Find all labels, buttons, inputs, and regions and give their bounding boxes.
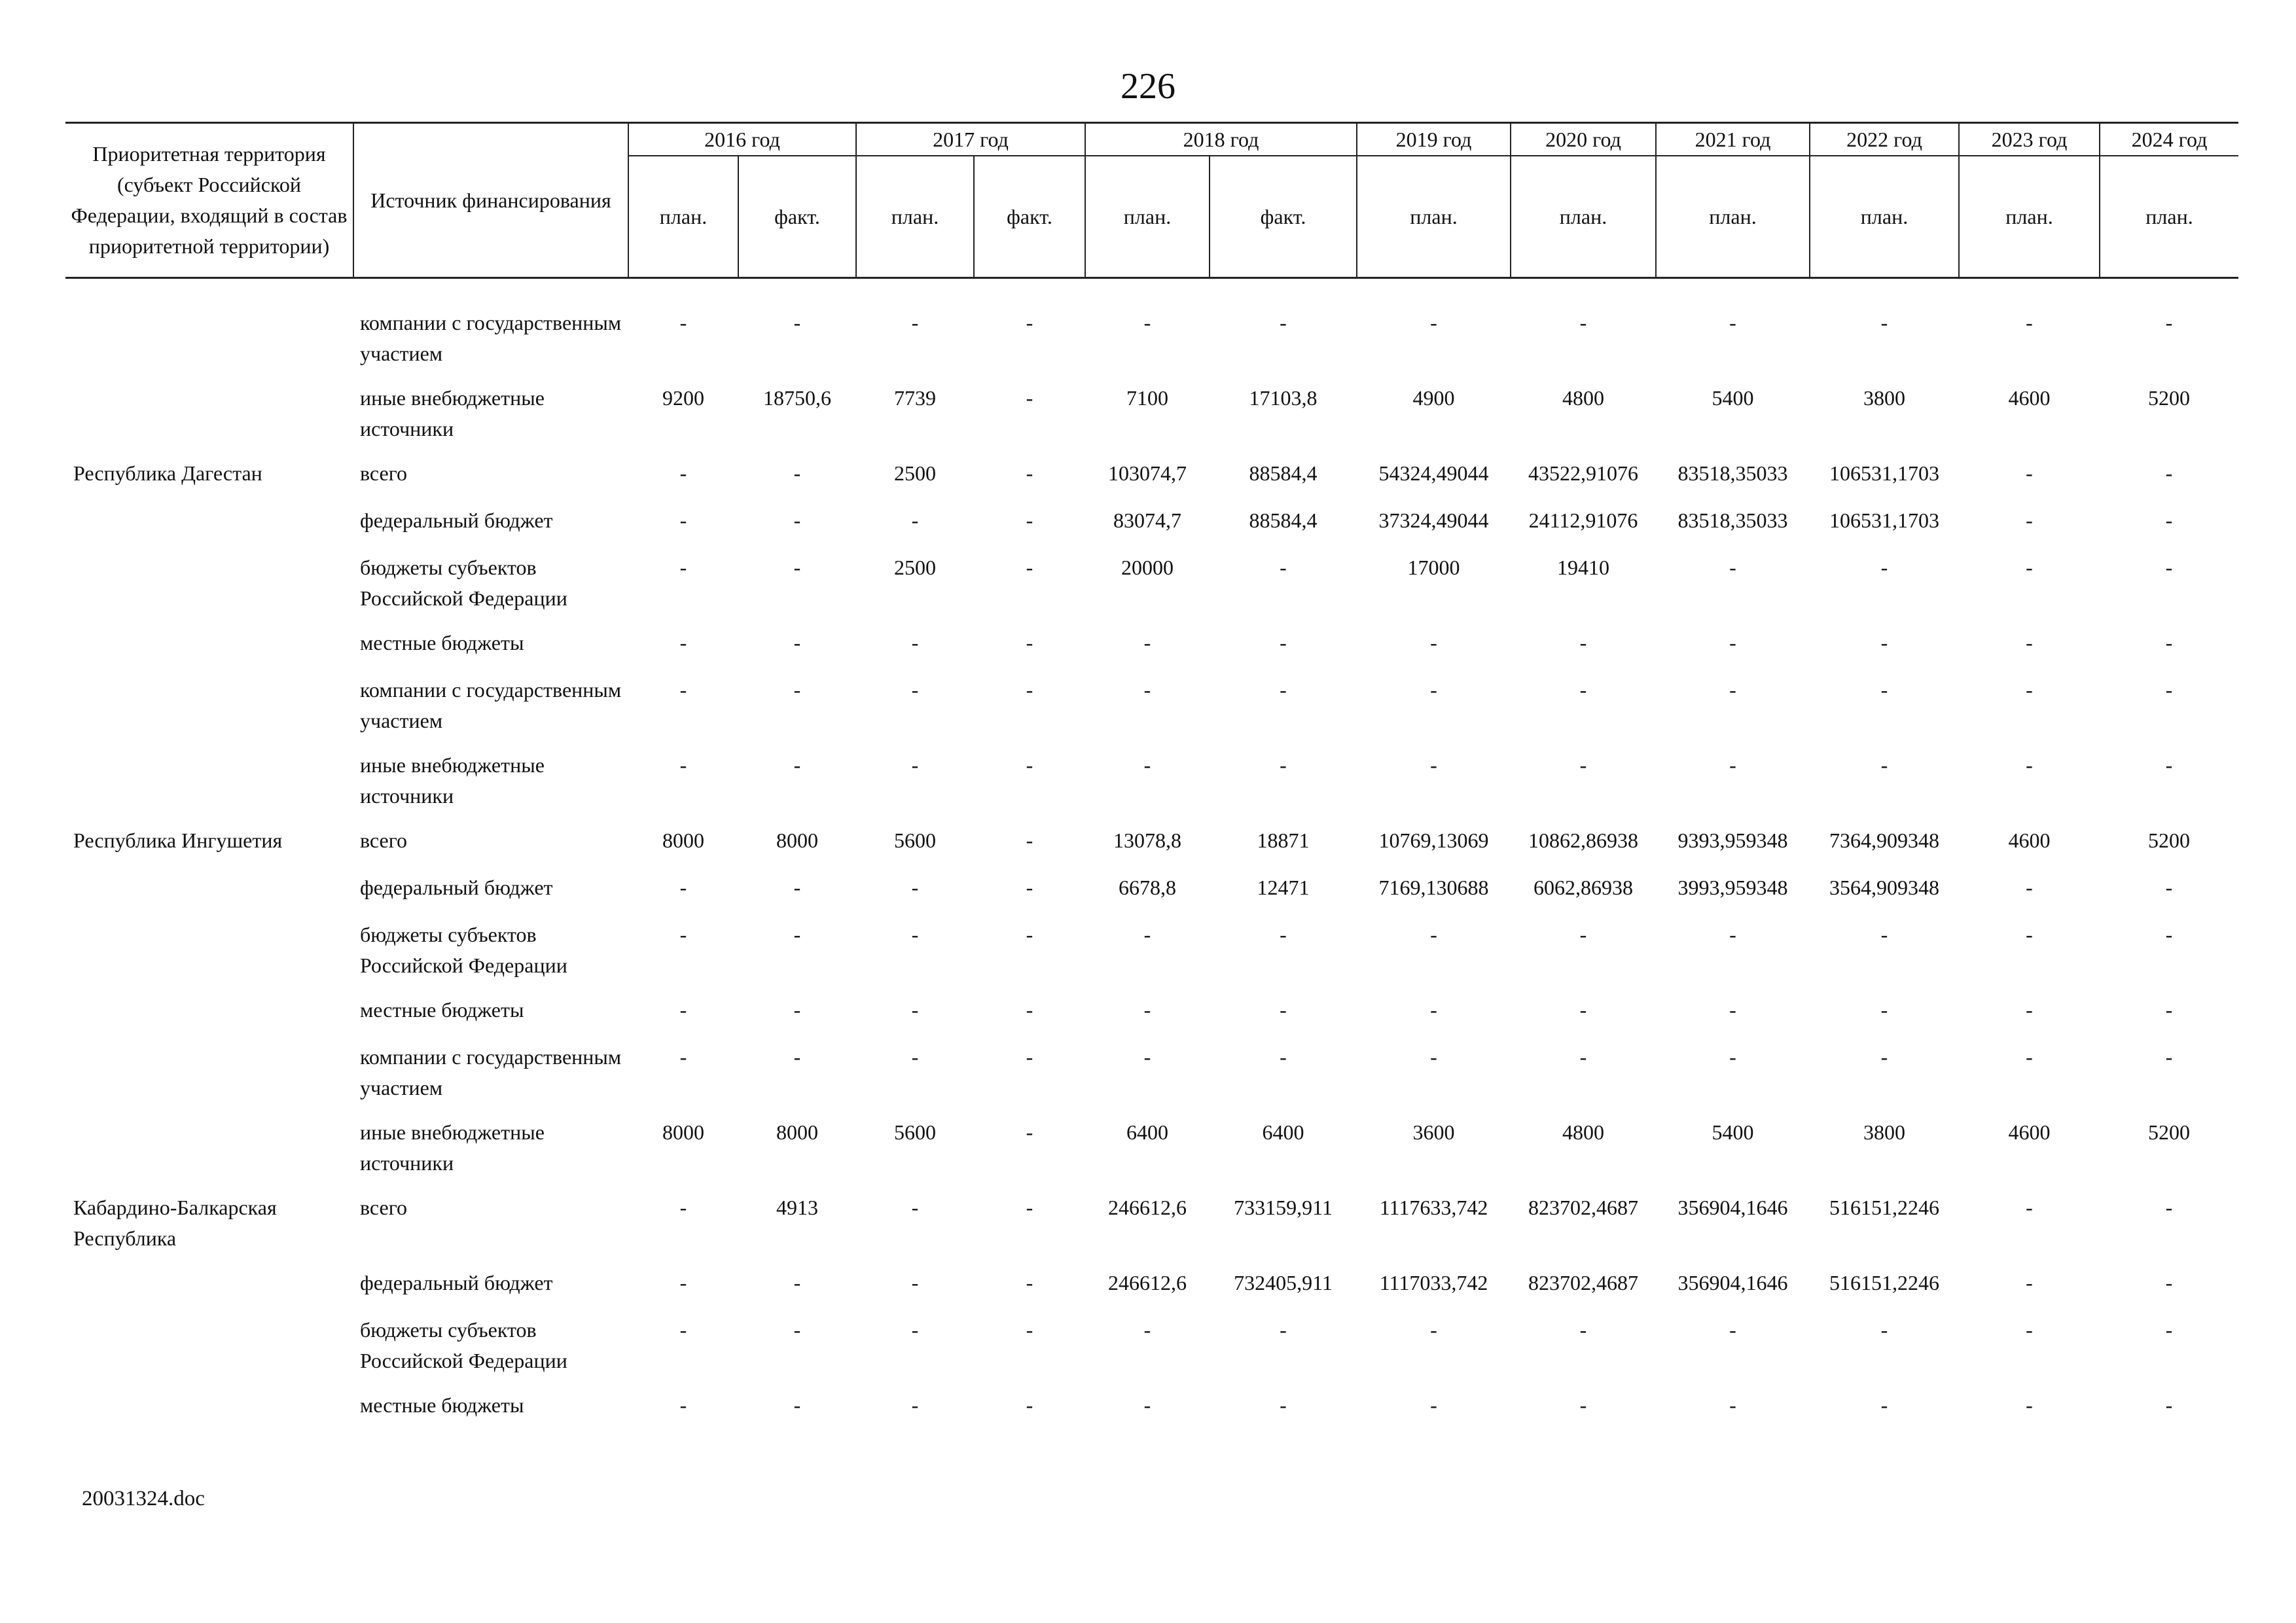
value-cell: 88584,4 — [1249, 508, 1318, 532]
value-cell: 20000 — [1121, 556, 1174, 579]
value-cell: - — [1280, 753, 1287, 777]
value-cell: 3993,959348 — [1677, 876, 1788, 899]
source-cell: бюджеты субъектов Российской Федерации — [360, 1318, 567, 1372]
value-cell: - — [2165, 508, 2173, 532]
value-cell: - — [1026, 1120, 1033, 1144]
value-cell: - — [911, 1318, 919, 1342]
value-cell: - — [1729, 998, 1736, 1022]
value-cell: 10769,13069 — [1378, 829, 1489, 852]
source-cell: бюджеты субъектов Российской Федерации — [360, 556, 567, 610]
value-cell: - — [2026, 1196, 2033, 1219]
value-cell: - — [1280, 556, 1287, 579]
year-header: 2023 год — [1959, 123, 2100, 156]
value-cell: - — [2165, 923, 2173, 946]
source-cell: иные внебюджетные источники — [360, 386, 545, 440]
region-cell — [65, 872, 353, 919]
value-cell: - — [1430, 631, 1437, 654]
table-row — [65, 505, 2238, 552]
value-cell: - — [1579, 311, 1587, 334]
subcolumn-header: план. — [1959, 156, 2100, 278]
value-cell: 732405,911 — [1234, 1271, 1333, 1294]
value-cell: - — [1026, 1393, 1033, 1417]
value-cell: 6400 — [1126, 1120, 1168, 1144]
table-row — [65, 1390, 2238, 1437]
value-cell: - — [1280, 631, 1287, 654]
value-cell: 516151,2246 — [1829, 1271, 1939, 1294]
value-cell: - — [911, 753, 919, 777]
value-cell: 17000 — [1407, 556, 1460, 579]
value-cell: 43522,91076 — [1528, 461, 1638, 485]
value-cell: 3800 — [1863, 386, 1905, 410]
value-cell: - — [1729, 753, 1736, 777]
value-cell: - — [1430, 923, 1437, 946]
source-cell: местные бюджеты — [360, 1393, 524, 1417]
value-cell: - — [2165, 1318, 2173, 1342]
value-cell: 2500 — [894, 461, 936, 485]
value-cell: - — [2165, 1045, 2173, 1069]
value-cell: - — [1280, 311, 1287, 334]
value-cell: 10862,86938 — [1528, 829, 1638, 852]
value-cell: - — [2026, 876, 2033, 899]
value-cell: - — [1880, 556, 1888, 579]
value-cell: - — [1430, 1393, 1437, 1417]
value-cell: 5200 — [2148, 829, 2190, 852]
value-cell: - — [1026, 311, 1033, 334]
value-cell: - — [2165, 678, 2173, 702]
value-cell: 3800 — [1863, 1120, 1905, 1144]
value-cell: 13078,8 — [1113, 829, 1181, 852]
value-cell: - — [2165, 1393, 2173, 1417]
value-cell: - — [793, 508, 801, 532]
value-cell: - — [2165, 1196, 2173, 1219]
value-cell: 246612,6 — [1108, 1271, 1187, 1294]
value-cell: - — [1143, 923, 1151, 946]
value-cell: - — [793, 631, 801, 654]
subcolumn-header: план. — [1085, 156, 1210, 278]
subcolumn-header: факт. — [1210, 156, 1357, 278]
value-cell: - — [1880, 1045, 1888, 1069]
table-header — [65, 123, 2238, 278]
region-cell: Кабардино-Балкарская Республика — [73, 1196, 277, 1250]
value-cell: - — [1880, 998, 1888, 1022]
value-cell: - — [911, 1393, 919, 1417]
value-cell: 1117633,742 — [1379, 1196, 1488, 1219]
value-cell: - — [679, 556, 687, 579]
document-filename: 20031324.doc — [82, 1487, 205, 1510]
year-header: 2022 год — [1810, 123, 1959, 156]
value-cell: - — [1026, 631, 1033, 654]
value-cell: 83518,35033 — [1677, 461, 1788, 485]
value-cell: 5200 — [2148, 1120, 2190, 1144]
value-cell: - — [1026, 829, 1033, 852]
value-cell: - — [2026, 556, 2033, 579]
value-cell: - — [1880, 311, 1888, 334]
value-cell: - — [1026, 508, 1033, 532]
value-cell: - — [2026, 1393, 2033, 1417]
region-cell — [65, 1315, 353, 1390]
source-cell: местные бюджеты — [360, 998, 524, 1022]
value-cell: - — [1026, 678, 1033, 702]
value-cell: - — [2026, 311, 2033, 334]
value-cell: 9393,959348 — [1677, 829, 1788, 852]
value-cell: 8000 — [662, 1120, 704, 1144]
source-cell: бюджеты субъектов Российской Федерации — [360, 923, 567, 977]
value-cell: 18750,6 — [763, 386, 831, 410]
subcolumn-header: план. — [856, 156, 974, 278]
value-cell: - — [2026, 1271, 2033, 1294]
value-cell: 823702,4687 — [1528, 1271, 1638, 1294]
value-cell: - — [1143, 998, 1151, 1022]
year-header: 2021 год — [1656, 123, 1810, 156]
region-cell — [65, 919, 353, 995]
value-cell: - — [911, 1271, 919, 1294]
value-cell: - — [1579, 923, 1587, 946]
value-cell: 4600 — [2008, 1120, 2051, 1144]
value-cell: 37324,49044 — [1378, 508, 1489, 532]
value-cell: - — [679, 461, 687, 485]
value-cell: 246612,6 — [1108, 1196, 1187, 1219]
value-cell: 733159,911 — [1234, 1196, 1333, 1219]
value-cell: - — [1880, 1318, 1888, 1342]
value-cell: - — [2026, 753, 2033, 777]
value-cell: - — [911, 1045, 919, 1069]
value-cell: - — [793, 753, 801, 777]
value-cell: 88584,4 — [1249, 461, 1318, 485]
value-cell: - — [2026, 508, 2033, 532]
value-cell: - — [1026, 386, 1033, 410]
value-cell: 12471 — [1257, 876, 1310, 899]
source-cell: всего — [360, 829, 408, 852]
region-cell — [65, 1117, 353, 1192]
value-cell: - — [1729, 311, 1736, 334]
region-cell — [65, 750, 353, 825]
table-row — [65, 458, 2238, 505]
value-cell: - — [1430, 998, 1437, 1022]
value-cell: 5400 — [1712, 1120, 1754, 1144]
year-header: 2016 год — [628, 123, 856, 156]
subcolumn-header: план. — [1656, 156, 1810, 278]
value-cell: 5600 — [894, 829, 936, 852]
value-cell: - — [2165, 876, 2173, 899]
value-cell: - — [1026, 461, 1033, 485]
value-cell: - — [911, 678, 919, 702]
source-cell: компании с государственным участием — [360, 311, 622, 365]
region-column-header: Приоритетная территория (субъект Российской Федерации, входящий в состав приоритетной территории) — [65, 123, 353, 278]
value-cell: - — [679, 753, 687, 777]
value-cell: - — [1729, 556, 1736, 579]
year-header: 2018 год — [1085, 123, 1357, 156]
value-cell: - — [1880, 753, 1888, 777]
value-cell: - — [679, 508, 687, 532]
value-cell: - — [1729, 1393, 1736, 1417]
value-cell: - — [2026, 678, 2033, 702]
value-cell: - — [2026, 1318, 2033, 1342]
value-cell: - — [1579, 678, 1587, 702]
value-cell: 83074,7 — [1113, 508, 1181, 532]
value-cell: 103074,7 — [1108, 461, 1187, 485]
value-cell: - — [2026, 461, 2033, 485]
value-cell: 8000 — [662, 829, 704, 852]
source-cell: федеральный бюджет — [360, 876, 553, 899]
value-cell: - — [911, 1196, 919, 1219]
value-cell: - — [1143, 631, 1151, 654]
source-cell: всего — [360, 1196, 408, 1219]
table-row — [65, 750, 2238, 825]
source-column-header: Источник финансирования — [353, 123, 628, 278]
value-cell: 19410 — [1557, 556, 1609, 579]
value-cell: - — [1430, 311, 1437, 334]
value-cell: - — [911, 631, 919, 654]
year-header: 2019 год — [1357, 123, 1511, 156]
value-cell: 6400 — [1262, 1120, 1304, 1144]
value-cell: - — [1729, 923, 1736, 946]
value-cell: - — [1280, 1393, 1287, 1417]
region-cell — [65, 628, 353, 675]
value-cell: - — [1026, 1045, 1033, 1069]
subcolumn-header: план. — [1511, 156, 1656, 278]
year-header-row — [65, 123, 2238, 156]
region-cell — [65, 1042, 353, 1117]
value-cell: - — [793, 461, 801, 485]
value-cell: - — [2165, 998, 2173, 1022]
value-cell: 4800 — [1562, 386, 1604, 410]
value-cell: 7739 — [894, 386, 936, 410]
value-cell: - — [1280, 998, 1287, 1022]
value-cell: 516151,2246 — [1829, 1196, 1939, 1219]
value-cell: - — [1026, 998, 1033, 1022]
table-row — [65, 1268, 2238, 1315]
table-row — [65, 1117, 2238, 1192]
value-cell: 3564,909348 — [1829, 876, 1939, 899]
region-cell — [65, 505, 353, 552]
region-cell — [65, 675, 353, 750]
value-cell: - — [2165, 1271, 2173, 1294]
value-cell: - — [1143, 311, 1151, 334]
value-cell: - — [1729, 631, 1736, 654]
value-cell: - — [679, 1271, 687, 1294]
value-cell: - — [1143, 678, 1151, 702]
value-cell: 5400 — [1712, 386, 1754, 410]
table-row — [65, 872, 2238, 919]
value-cell: - — [793, 1271, 801, 1294]
source-cell: иные внебюджетные источники — [360, 1120, 545, 1175]
value-cell: - — [2026, 998, 2033, 1022]
table-row — [65, 628, 2238, 675]
value-cell: - — [2026, 923, 2033, 946]
value-cell: - — [1579, 753, 1587, 777]
value-cell: 4600 — [2008, 829, 2051, 852]
value-cell: - — [679, 1045, 687, 1069]
value-cell: 4600 — [2008, 386, 2051, 410]
source-cell: местные бюджеты — [360, 631, 524, 654]
value-cell: - — [1143, 753, 1151, 777]
value-cell: 6062,86938 — [1534, 876, 1633, 899]
value-cell: 3600 — [1412, 1120, 1455, 1144]
year-header: 2017 год — [856, 123, 1085, 156]
value-cell: 1117033,742 — [1379, 1271, 1488, 1294]
value-cell: 106531,1703 — [1829, 461, 1939, 485]
value-cell: - — [2165, 631, 2173, 654]
year-header: 2024 год — [2100, 123, 2238, 156]
value-cell: 4800 — [1562, 1120, 1604, 1144]
region-cell — [65, 995, 353, 1042]
value-cell: - — [1430, 1318, 1437, 1342]
value-cell: 54324,49044 — [1378, 461, 1489, 485]
value-cell: 823702,4687 — [1528, 1196, 1638, 1219]
value-cell: - — [1026, 556, 1033, 579]
value-cell: - — [1430, 1045, 1437, 1069]
value-cell: - — [1579, 998, 1587, 1022]
region-cell: Республика Ингушетия — [73, 829, 283, 852]
value-cell: - — [1430, 753, 1437, 777]
subcolumn-header: план. — [2100, 156, 2238, 278]
value-cell: - — [793, 556, 801, 579]
subcolumn-header: план. — [1357, 156, 1511, 278]
value-cell: - — [1143, 1393, 1151, 1417]
table-row — [65, 1315, 2238, 1390]
value-cell: - — [1880, 923, 1888, 946]
table-row — [65, 1042, 2238, 1117]
table-row — [65, 919, 2238, 995]
value-cell: - — [1579, 1393, 1587, 1417]
value-cell: - — [2165, 461, 2173, 485]
value-cell: - — [679, 311, 687, 334]
value-cell: - — [1729, 1318, 1736, 1342]
value-cell: 356904,1646 — [1677, 1271, 1788, 1294]
value-cell: - — [679, 1393, 687, 1417]
source-cell: федеральный бюджет — [360, 1271, 553, 1294]
value-cell: 4900 — [1412, 386, 1455, 410]
table-row — [65, 825, 2238, 872]
value-cell: - — [1280, 1318, 1287, 1342]
table-row — [65, 1192, 2238, 1268]
region-cell — [65, 383, 353, 458]
value-cell: - — [1026, 876, 1033, 899]
value-cell: - — [2165, 556, 2173, 579]
table-row — [65, 675, 2238, 750]
value-cell: - — [2165, 753, 2173, 777]
value-cell: 9200 — [662, 386, 704, 410]
value-cell: - — [2165, 311, 2173, 334]
value-cell: 6678,8 — [1119, 876, 1176, 899]
value-cell: - — [679, 998, 687, 1022]
value-cell: - — [2026, 1045, 2033, 1069]
source-cell: компании с государственным участием — [360, 678, 622, 732]
subcolumn-header: план. — [1810, 156, 1959, 278]
region-cell — [65, 1390, 353, 1437]
value-cell: - — [1729, 1045, 1736, 1069]
value-cell: 7169,130688 — [1378, 876, 1489, 899]
value-cell: 8000 — [776, 1120, 818, 1144]
region-cell — [65, 552, 353, 628]
value-cell: 2500 — [894, 556, 936, 579]
value-cell: - — [1430, 678, 1437, 702]
source-cell: всего — [360, 461, 408, 485]
value-cell: - — [1880, 1393, 1888, 1417]
value-cell: 18871 — [1257, 829, 1310, 852]
table-row — [65, 383, 2238, 458]
value-cell: - — [911, 998, 919, 1022]
value-cell: 24112,91076 — [1528, 508, 1638, 532]
value-cell: 83518,35033 — [1677, 508, 1788, 532]
table-row — [65, 995, 2238, 1042]
value-cell: - — [679, 876, 687, 899]
value-cell: - — [679, 631, 687, 654]
value-cell: - — [793, 998, 801, 1022]
value-cell: - — [1026, 1318, 1033, 1342]
value-cell: - — [793, 1045, 801, 1069]
value-cell: - — [1579, 1045, 1587, 1069]
value-cell: - — [679, 923, 687, 946]
source-cell: федеральный бюджет — [360, 508, 553, 532]
region-cell — [65, 1268, 353, 1315]
value-cell: - — [1729, 678, 1736, 702]
value-cell: 5600 — [894, 1120, 936, 1144]
value-cell: - — [1880, 678, 1888, 702]
value-cell: - — [1026, 923, 1033, 946]
value-cell: 106531,1703 — [1829, 508, 1939, 532]
region-cell: Республика Дагестан — [73, 461, 262, 485]
value-cell: - — [911, 311, 919, 334]
value-cell: - — [1579, 1318, 1587, 1342]
value-cell: - — [1280, 923, 1287, 946]
value-cell: - — [911, 876, 919, 899]
value-cell: 4913 — [776, 1196, 818, 1219]
value-cell: - — [793, 678, 801, 702]
value-cell: - — [1579, 631, 1587, 654]
value-cell: - — [2026, 631, 2033, 654]
page-number: 226 — [1121, 66, 1175, 107]
subcolumn-header: факт. — [738, 156, 856, 278]
source-cell: иные внебюджетные источники — [360, 753, 545, 808]
value-cell: 5200 — [2148, 386, 2190, 410]
value-cell: - — [1026, 753, 1033, 777]
table-body — [65, 278, 2238, 1438]
region-cell — [65, 308, 353, 383]
source-cell: компании с государственным участием — [360, 1045, 622, 1099]
table-row — [65, 308, 2238, 383]
value-cell: - — [911, 508, 919, 532]
subcolumn-header: план. — [628, 156, 738, 278]
value-cell: 8000 — [776, 829, 818, 852]
value-cell: - — [793, 876, 801, 899]
year-header: 2020 год — [1511, 123, 1656, 156]
value-cell: - — [793, 923, 801, 946]
financing-table — [65, 122, 2238, 1437]
value-cell: - — [679, 1196, 687, 1219]
value-cell: - — [1880, 631, 1888, 654]
value-cell: - — [793, 311, 801, 334]
subcolumn-header: факт. — [974, 156, 1085, 278]
value-cell: - — [911, 923, 919, 946]
table-row — [65, 552, 2238, 628]
value-cell: - — [1026, 1271, 1033, 1294]
value-cell: - — [1143, 1045, 1151, 1069]
value-cell: - — [1143, 1318, 1151, 1342]
value-cell: - — [793, 1318, 801, 1342]
value-cell: 17103,8 — [1249, 386, 1318, 410]
value-cell: - — [793, 1393, 801, 1417]
value-cell: - — [679, 678, 687, 702]
value-cell: 7364,909348 — [1829, 829, 1939, 852]
value-cell: 356904,1646 — [1677, 1196, 1788, 1219]
value-cell: - — [1280, 1045, 1287, 1069]
value-cell: - — [679, 1318, 687, 1342]
value-cell: - — [1026, 1196, 1033, 1219]
value-cell: - — [1280, 678, 1287, 702]
value-cell: 7100 — [1126, 386, 1168, 410]
